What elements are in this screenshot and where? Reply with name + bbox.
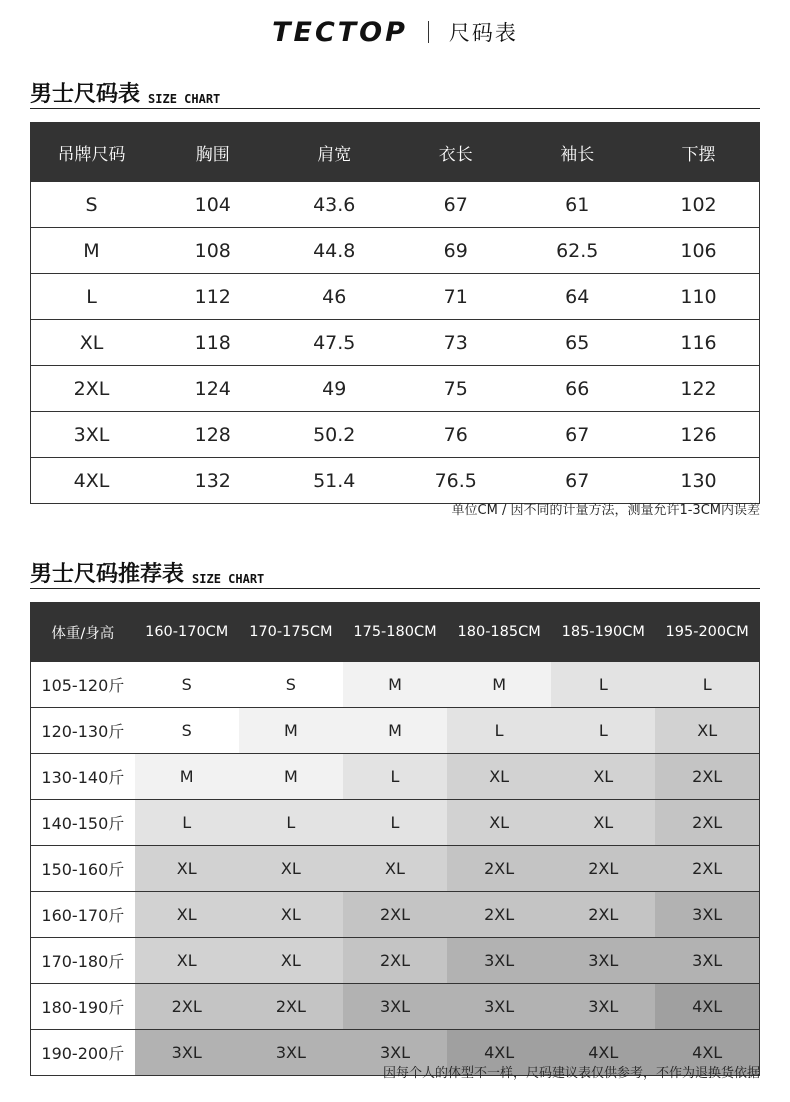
table-cell: 112: [152, 274, 274, 320]
brand-logo: TECTOP: [272, 16, 408, 48]
column-header: 185-190CM: [551, 603, 655, 662]
table-cell: 65: [517, 320, 639, 366]
size-cell: XL: [135, 846, 239, 892]
table-cell: 104: [152, 182, 274, 228]
size-cell: 3XL: [447, 984, 551, 1030]
size-cell: 2XL: [551, 846, 655, 892]
size-cell: 2XL: [447, 846, 551, 892]
weight-cell: 120-130斤: [31, 708, 135, 754]
size-cell: XL: [551, 800, 655, 846]
table-row: [31, 800, 760, 846]
table-row: [31, 938, 760, 984]
table-cell: 124: [152, 366, 274, 412]
column-header: 胸围: [152, 123, 274, 182]
size-chart-rule: [30, 108, 760, 109]
size-cell: 2XL: [343, 892, 447, 938]
size-cell: 2XL: [239, 984, 343, 1030]
size-cell: L: [343, 754, 447, 800]
size-cell: S: [135, 662, 239, 708]
size-chart-heading: [30, 78, 760, 108]
table-cell: 2XL: [31, 366, 153, 412]
table-cell: 76: [395, 412, 517, 458]
size-cell: XL: [447, 800, 551, 846]
size-cell: XL: [655, 708, 759, 754]
size-cell: XL: [239, 846, 343, 892]
table-row: [31, 892, 760, 938]
size-cell: L: [239, 800, 343, 846]
column-header: 体重/身高: [31, 603, 135, 662]
recommend-chart-heading: [30, 558, 760, 588]
table-cell: 75: [395, 366, 517, 412]
table-cell: L: [31, 274, 153, 320]
recommend-chart-subtitle: SIZE CHART: [192, 572, 265, 586]
weight-cell: 140-150斤: [31, 800, 135, 846]
size-chart-subtitle: SIZE CHART: [148, 92, 221, 106]
table-cell: XL: [31, 320, 153, 366]
size-cell: L: [135, 800, 239, 846]
table-cell: 76.5: [395, 458, 517, 504]
size-cell: 3XL: [655, 938, 759, 984]
weight-cell: 105-120斤: [31, 662, 135, 708]
table-cell: M: [31, 228, 153, 274]
table-cell: 62.5: [517, 228, 639, 274]
size-cell: M: [239, 708, 343, 754]
table-row: [31, 412, 760, 458]
size-cell: M: [135, 754, 239, 800]
size-chart-table: [30, 122, 760, 504]
table-row: [31, 754, 760, 800]
header-divider: [428, 21, 429, 43]
size-cell: 3XL: [551, 984, 655, 1030]
table-row: [31, 846, 760, 892]
size-cell: XL: [239, 938, 343, 984]
table-row: [31, 662, 760, 708]
table-row: [31, 182, 760, 228]
weight-cell: 160-170斤: [31, 892, 135, 938]
size-cell: XL: [239, 892, 343, 938]
size-cell: 4XL: [551, 1030, 655, 1076]
size-cell: 3XL: [551, 938, 655, 984]
size-cell: 3XL: [343, 1030, 447, 1076]
table-cell: 66: [517, 366, 639, 412]
size-cell: L: [551, 662, 655, 708]
recommend-chart-rule: [30, 588, 760, 589]
table-cell: 67: [517, 458, 639, 504]
weight-cell: 130-140斤: [31, 754, 135, 800]
size-cell: XL: [135, 938, 239, 984]
table-row: [31, 274, 760, 320]
table-cell: 73: [395, 320, 517, 366]
size-cell: 3XL: [135, 1030, 239, 1076]
size-cell: 2XL: [135, 984, 239, 1030]
table-cell: 50.2: [274, 412, 396, 458]
weight-cell: 190-200斤: [31, 1030, 135, 1076]
table-row: [31, 320, 760, 366]
table-cell: 67: [517, 412, 639, 458]
size-cell: 2XL: [343, 938, 447, 984]
size-cell: 2XL: [447, 892, 551, 938]
column-header: 160-170CM: [135, 603, 239, 662]
recommend-chart-table: [30, 602, 760, 1076]
size-cell: M: [239, 754, 343, 800]
column-header: 175-180CM: [343, 603, 447, 662]
recommend-chart-note: 因每个人的体型不一样，尺码建议表仅供参考，不作为退换货依据: [382, 1066, 760, 1081]
size-cell: 2XL: [655, 800, 759, 846]
size-cell: 2XL: [551, 892, 655, 938]
table-cell: 71: [395, 274, 517, 320]
size-cell: 4XL: [655, 984, 759, 1030]
size-cell: 2XL: [655, 846, 759, 892]
table-cell: 126: [638, 412, 760, 458]
size-cell: M: [343, 708, 447, 754]
column-header: 170-175CM: [239, 603, 343, 662]
column-header: 180-185CM: [447, 603, 551, 662]
recommend-chart-title: 男士尺码推荐表: [30, 562, 185, 587]
table-cell: 47.5: [274, 320, 396, 366]
table-cell: 128: [152, 412, 274, 458]
column-header: 衣长: [395, 123, 517, 182]
column-header: 袖长: [517, 123, 639, 182]
size-cell: 4XL: [655, 1030, 759, 1076]
table-cell: 110: [638, 274, 760, 320]
size-cell: 4XL: [447, 1030, 551, 1076]
weight-cell: 170-180斤: [31, 938, 135, 984]
size-cell: XL: [447, 754, 551, 800]
table-cell: 116: [638, 320, 760, 366]
table-row: [31, 458, 760, 504]
size-cell: S: [239, 662, 343, 708]
size-cell: 2XL: [655, 754, 759, 800]
table-cell: 122: [638, 366, 760, 412]
size-cell: L: [343, 800, 447, 846]
table-cell: 130: [638, 458, 760, 504]
size-cell: XL: [551, 754, 655, 800]
column-header: 肩宽: [274, 123, 396, 182]
column-header: 195-200CM: [655, 603, 759, 662]
recommend-chart-header-row: [31, 603, 760, 662]
table-cell: 61: [517, 182, 639, 228]
table-cell: 108: [152, 228, 274, 274]
weight-cell: 180-190斤: [31, 984, 135, 1030]
table-row: [31, 708, 760, 754]
column-header: 下摆: [638, 123, 760, 182]
size-cell: XL: [343, 846, 447, 892]
table-cell: 49: [274, 366, 396, 412]
table-cell: 3XL: [31, 412, 153, 458]
table-row: [31, 366, 760, 412]
size-cell: S: [135, 708, 239, 754]
weight-cell: 150-160斤: [31, 846, 135, 892]
table-cell: 64: [517, 274, 639, 320]
table-cell: 69: [395, 228, 517, 274]
size-cell: M: [447, 662, 551, 708]
size-cell: L: [447, 708, 551, 754]
table-cell: 106: [638, 228, 760, 274]
table-row: [31, 228, 760, 274]
size-cell: M: [343, 662, 447, 708]
size-chart-header-row: [31, 123, 760, 182]
table-cell: 51.4: [274, 458, 396, 504]
page-header: [0, 14, 790, 50]
column-header: 吊牌尺码: [31, 123, 153, 182]
table-cell: 132: [152, 458, 274, 504]
size-chart-note: 单位CM / 因不同的计量方法，测量允许1-3CM内误差: [451, 503, 760, 518]
size-chart-title: 男士尺码表: [30, 82, 141, 107]
size-cell: L: [655, 662, 759, 708]
table-cell: 44.8: [274, 228, 396, 274]
table-cell: 102: [638, 182, 760, 228]
size-cell: 3XL: [239, 1030, 343, 1076]
table-cell: 67: [395, 182, 517, 228]
table-cell: 43.6: [274, 182, 396, 228]
table-cell: 46: [274, 274, 396, 320]
size-cell: XL: [135, 892, 239, 938]
table-cell: S: [31, 182, 153, 228]
header-title: 尺码表: [448, 21, 518, 45]
table-cell: 4XL: [31, 458, 153, 504]
size-cell: L: [551, 708, 655, 754]
size-cell: 3XL: [343, 984, 447, 1030]
size-cell: 3XL: [447, 938, 551, 984]
table-row: [31, 984, 760, 1030]
table-cell: 118: [152, 320, 274, 366]
size-cell: 3XL: [655, 892, 759, 938]
